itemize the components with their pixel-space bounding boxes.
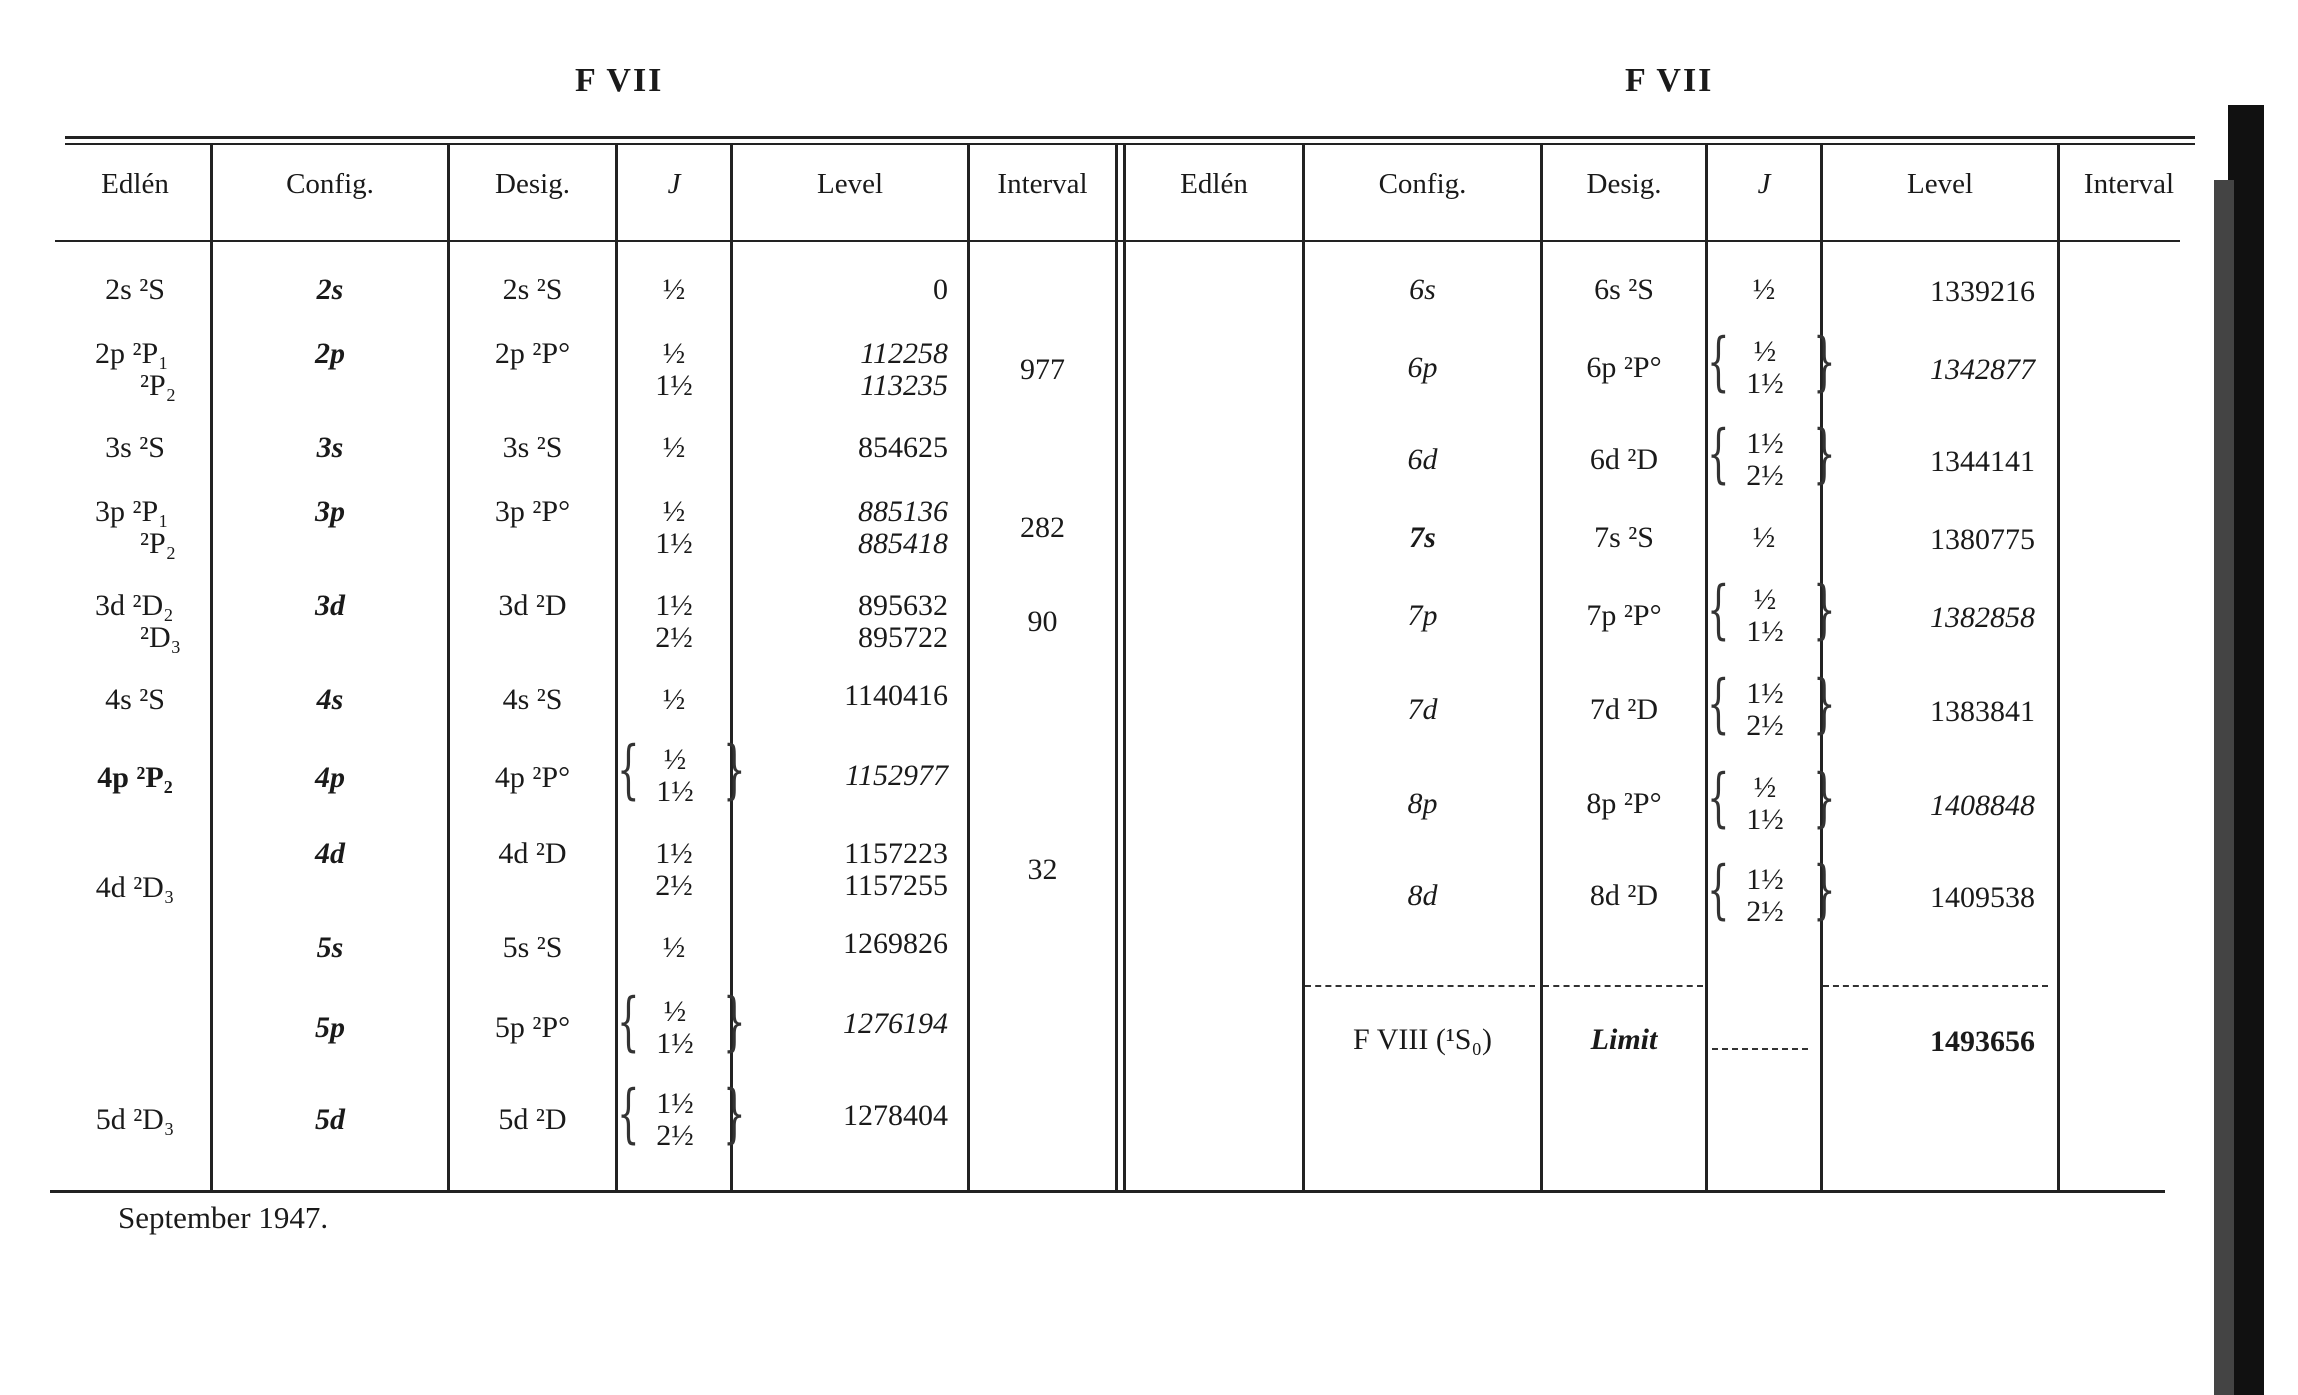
desig-cell: 5p ²P° (494, 1011, 571, 1044)
level-cell-2: 1157255 (844, 869, 948, 902)
edlen-cell: 4d ²D₃ (95, 871, 175, 904)
left-brace: { (1707, 417, 1730, 491)
j-cell: ½ (1753, 771, 1777, 804)
j-cell: ½ (662, 431, 686, 464)
config-cell: 8d (1407, 879, 1438, 912)
edlen-cell-2: ²P₂ (140, 527, 177, 560)
config-cell: 2s (316, 273, 344, 306)
header-config: Config. (286, 168, 374, 200)
header-level: Level (1906, 168, 1973, 200)
desig-cell: 4p ²P° (494, 761, 571, 794)
level-cell: 1383841 (1930, 695, 2035, 728)
j-cell-2: 1½ (656, 1027, 694, 1060)
j-cell: ½ (663, 995, 687, 1028)
j-cell: ½ (663, 743, 687, 776)
desig-cell: 8d ²D (1589, 879, 1659, 912)
level-cell: 1278404 (843, 1099, 948, 1132)
bottom-rule (50, 1190, 2165, 1193)
left-brace: { (617, 985, 640, 1059)
right-brace: } (723, 985, 746, 1059)
config-cell: 6s (1409, 273, 1436, 306)
desig-cell: 3s ²S (502, 431, 563, 464)
limit-config-cell: F VIII (¹S₀) (1353, 1023, 1492, 1056)
left-brace: { (1707, 325, 1730, 399)
j-cell-2: 1½ (1746, 615, 1784, 648)
level-cell: 1409538 (1930, 881, 2035, 914)
left-brace: { (1707, 853, 1730, 927)
right-brace: } (1813, 761, 1836, 835)
left-brace: { (617, 733, 640, 807)
j-cell: ½ (662, 273, 686, 306)
right-brace: } (1813, 667, 1836, 741)
j-cell: ½ (1753, 583, 1777, 616)
desig-cell: 3d ²D (498, 589, 567, 622)
limit-level-cell: 1493656 (1930, 1025, 2035, 1058)
top-rule-1 (65, 136, 2195, 139)
config-cell: 4s (316, 683, 344, 716)
edlen-cell: 3d ²D₂ (95, 589, 174, 622)
limit-j-dashes (1712, 1048, 1808, 1050)
interval-cell: 282 (1020, 511, 1065, 544)
level-cell: 1269826 (843, 927, 948, 960)
footer-date: September 1947. (118, 1200, 329, 1235)
right-brace: } (1813, 573, 1836, 647)
config-cell: 5p (315, 1011, 345, 1044)
desig-cell: 2s ²S (502, 273, 563, 306)
level-cell: 1152977 (845, 759, 948, 792)
col-divider (2057, 143, 2060, 1190)
right-brace: } (723, 733, 746, 807)
desig-cell: 6s ²S (1594, 273, 1654, 306)
level-cell: 1380775 (1930, 523, 2035, 556)
j-cell-2: 1½ (1746, 803, 1784, 836)
left-brace: { (1707, 573, 1730, 647)
level-cell: 1276194 (843, 1007, 948, 1040)
j-cell: 1½ (1746, 863, 1784, 896)
config-cell: 5d (315, 1103, 345, 1136)
dashed-separator (1543, 985, 1703, 987)
j-cell: ½ (662, 337, 686, 370)
j-cell-2: 1½ (656, 775, 694, 808)
j-cell-2: 2½ (1746, 709, 1784, 742)
left-table-title: F VII (575, 62, 664, 99)
level-cell: 1140416 (844, 679, 948, 712)
desig-cell: 5s ²S (502, 931, 563, 964)
level-cell: 885136 (858, 495, 948, 528)
right-brace: } (1813, 417, 1836, 491)
header-edlen: Edlén (1180, 168, 1248, 200)
desig-cell: 3p ²P° (494, 495, 571, 528)
j-cell: ½ (1752, 273, 1776, 306)
edlen-cell: 4s ²S (105, 683, 165, 716)
header-j: J (1757, 168, 1771, 200)
level-cell-2: 113235 (860, 369, 948, 402)
desig-cell: 2p ²P° (494, 337, 571, 370)
j-cell-2: 1½ (655, 527, 693, 560)
interval-cell: 977 (1020, 353, 1065, 386)
j-cell: 1½ (1746, 427, 1784, 460)
j-cell: 1½ (655, 837, 693, 870)
desig-cell: 5d ²D (498, 1103, 567, 1136)
edlen-cell-2: ²D₃ (140, 621, 182, 654)
level-cell: 112258 (860, 337, 948, 370)
level-cell: 895632 (858, 589, 948, 622)
edlen-cell: 3p ²P₁ (95, 495, 169, 528)
right-brace: } (723, 1077, 746, 1151)
j-cell: 1½ (1746, 677, 1784, 710)
header-desig: Desig. (1586, 168, 1662, 200)
config-cell: 7d (1407, 693, 1438, 726)
config-cell: 8p (1407, 787, 1438, 820)
edlen-cell-2: ²P₂ (140, 369, 177, 402)
dashed-separator (1305, 985, 1535, 987)
level-cell-2: 885418 (858, 527, 948, 560)
header-config: Config. (1378, 168, 1467, 200)
right-brace: } (1813, 325, 1836, 399)
level-cell-2: 895722 (858, 621, 948, 654)
header-desig: Desig. (495, 168, 570, 200)
edlen-cell: 2s ²S (105, 273, 165, 306)
j-cell-2: 2½ (655, 621, 693, 654)
config-cell: 2p (315, 337, 345, 370)
j-cell-2: 1½ (1746, 367, 1784, 400)
desig-cell: 4s ²S (502, 683, 563, 716)
config-cell: 7s (1409, 521, 1436, 554)
header-interval: Interval (997, 168, 1088, 200)
level-cell: 1408848 (1930, 789, 2035, 822)
desig-cell: 7s ²S (1594, 521, 1654, 554)
desig-cell: 6p ²P° (1586, 351, 1662, 384)
right-brace: } (1813, 853, 1836, 927)
config-cell: 4p (315, 761, 345, 794)
j-cell-2: 1½ (655, 369, 693, 402)
config-cell: 7p (1407, 599, 1438, 632)
config-cell: 4d (315, 837, 345, 870)
config-cell: 3s (316, 431, 344, 464)
level-cell: 1382858 (1930, 601, 2035, 634)
j-cell: ½ (662, 495, 686, 528)
config-cell: 3d (315, 589, 345, 622)
config-cell: 5s (316, 931, 344, 964)
desig-cell: 8p ²P° (1586, 787, 1662, 820)
j-cell: ½ (1752, 521, 1776, 554)
interval-cell: 32 (1027, 853, 1058, 886)
header-level: Level (816, 168, 883, 200)
level-cell: 1342877 (1930, 353, 2035, 386)
desig-cell: 7p ²P° (1586, 599, 1662, 632)
j-cell-2: 2½ (1746, 895, 1784, 928)
desig-cell: 7d ²D (1589, 693, 1659, 726)
dashed-separator (1823, 985, 2048, 987)
desig-cell: 6d ²D (1589, 443, 1659, 476)
header-edlen: Edlén (101, 168, 169, 200)
config-cell: 3p (315, 495, 345, 528)
desig-cell: 4d ²D (498, 837, 567, 870)
level-cell: 1344141 (1930, 445, 2035, 478)
level-cell: 854625 (858, 431, 948, 464)
col-divider (1115, 143, 1118, 1190)
level-cell: 1157223 (844, 837, 948, 870)
edlen-cell: 5d ²D₃ (95, 1103, 175, 1136)
j-cell: ½ (662, 931, 686, 964)
j-cell: ½ (1753, 335, 1777, 368)
edlen-cell: 4p ²P₂ (97, 761, 173, 794)
col-divider (967, 143, 970, 1190)
header-interval: Interval (2083, 168, 2175, 200)
edlen-cell: 2p ²P₁ (95, 337, 169, 370)
j-cell: 1½ (656, 1087, 694, 1120)
top-rule-2 (65, 143, 2195, 145)
right-table-title: F VII (1625, 62, 1714, 99)
header-j: J (667, 168, 681, 200)
edlen-cell: 3s ²S (105, 431, 165, 464)
j-cell: ½ (662, 683, 686, 716)
limit-desig-cell: Limit (1590, 1023, 1658, 1056)
j-cell: 1½ (655, 589, 693, 622)
j-cell-2: 2½ (655, 869, 693, 902)
config-cell: 6p (1407, 351, 1438, 384)
interval-cell: 90 (1027, 605, 1058, 638)
level-cell: 1339216 (1930, 275, 2035, 308)
col-divider (1123, 143, 1126, 1190)
left-brace: { (1707, 761, 1730, 835)
left-brace: { (1707, 667, 1730, 741)
j-cell-2: 2½ (1746, 459, 1784, 492)
config-cell: 6d (1407, 443, 1438, 476)
level-cell: 0 (933, 273, 948, 306)
j-cell-2: 2½ (656, 1119, 694, 1152)
scan-edge-shadow (2214, 180, 2234, 1395)
left-brace: { (617, 1077, 640, 1151)
